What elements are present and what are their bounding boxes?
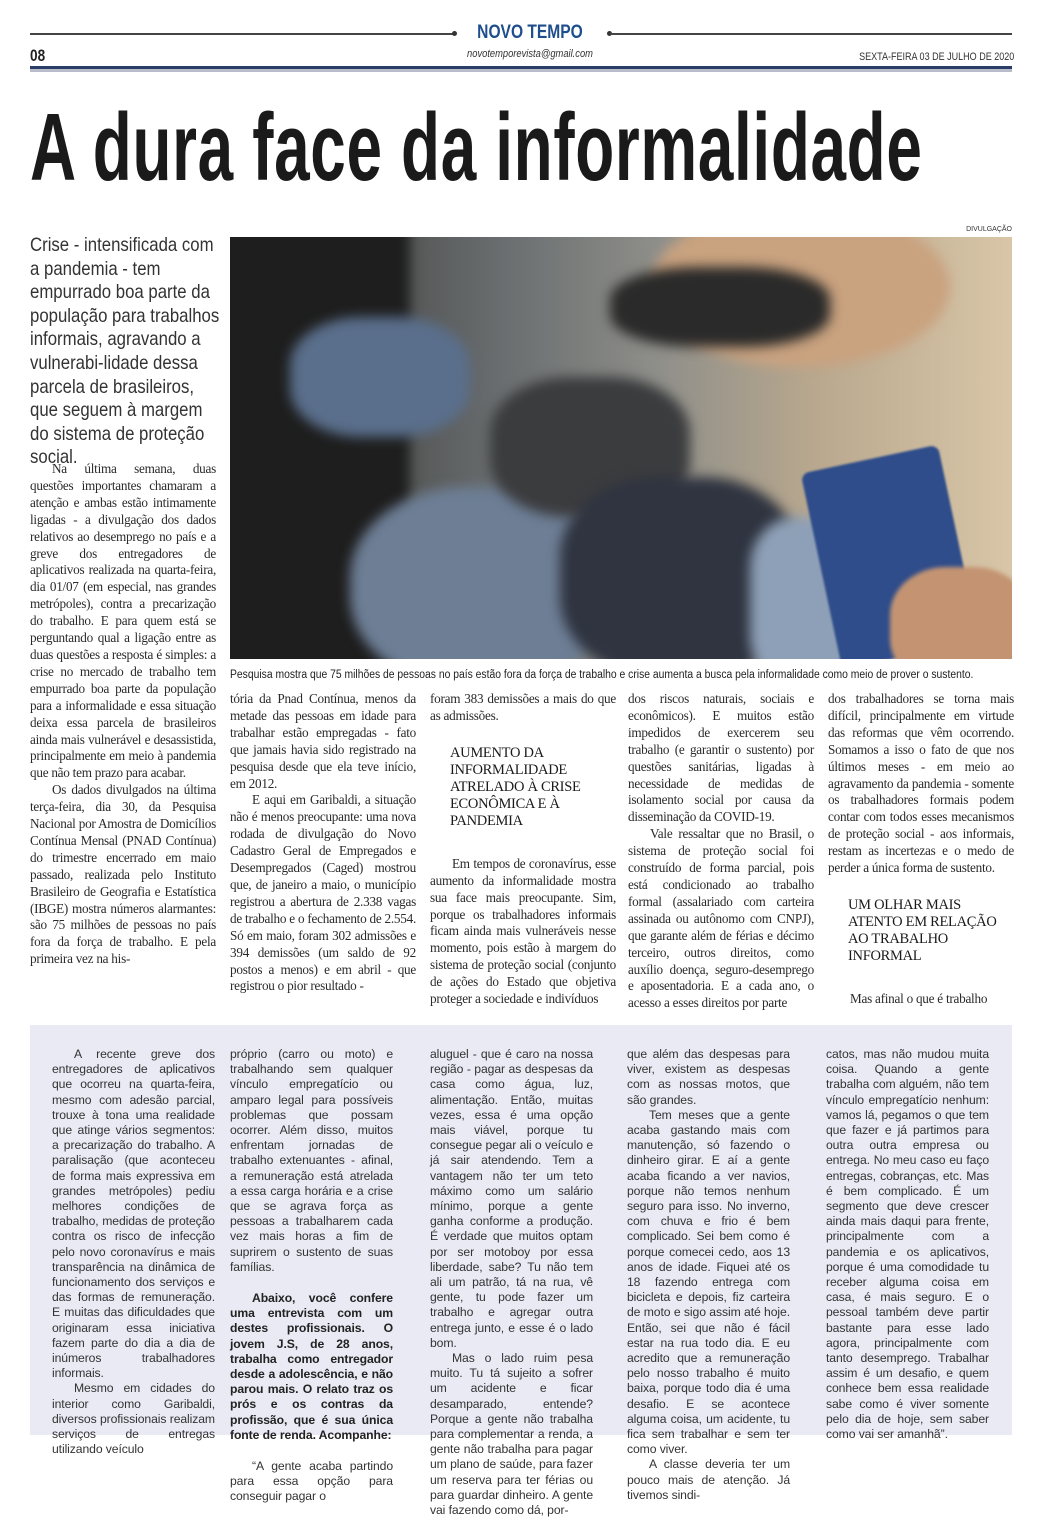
lead-paragraph: Crise - intensificada com a pandemia - tem empurrado boa parte da população para trabalhos informais, agravando a vulnerabi-lidade dessa parcela de brasileiros, que seguem à margem do sistema de proteção social.: [30, 234, 220, 469]
paragraph: Em tempos de coronavírus, esse aumento da informalidade mostra sua face mais preocupante. Sim, porque os trabalhadores informais ficam ainda mais vulneráveis nesse momento, pois estão à margem do sistema de proteção social (conjunto de ações do Estado que objetiva proteger a sociedade e indivíduos: [430, 855, 616, 1007]
header-dot: [452, 31, 457, 36]
paragraph: aluguel - que é caro na nossa região - pagar as despesas da casa como água, luz, alimentação. Então, muitas vezes, essa é uma opção mais viável, porque tu consegue pegar ali o veículo e já sair atendendo. Tem a vantagem não ter um teto máximo como um salário mínimo, porque a gente ganha conforme a produção. É verdade que muitos optam por ser motoboy por essa liberdade, sabe? Tu não tem ali um patrão, tá na rua, vê gente, tu pode fazer um trabalho e agregar outra entrega junto, e esse é o lado bom.: [430, 1047, 593, 1350]
header-divider-shadow: [30, 69, 1012, 72]
paragraph: Tem meses que a gente acaba gastando mais com manutenção, só fazendo o dinheiro girar. E aí a gente acaba ficando a ver navios, porque não temos nenhum seguro para isso. No inverno, com chuva e frio é bem complicado. Sei bem como é porque comecei cedo, aos 13 anos de idade. Fiquei até os 18 fazendo entrega com bicicleta e depois, fiz carteira de moto e sigo assim até hoje. Então, sei que não é fácil estar na rua todo dia. E eu acredito que a remuneração pelo nosso trabalho é muito baixa, porque todo dia é uma desafio. E se acontece alguma coisa, um acidente, tu fica sem trabalhar e sem ter como viver.: [627, 1107, 790, 1457]
contact-email: novotemporevista@gmail.com: [467, 48, 593, 60]
article-column-2: [230, 691, 416, 995]
photo-caption: Pesquisa mostra que 75 milhões de pessoas no país estão fora da força de trabalho e crise aumenta a busca pela informalidade como meio de prover o sustento.: [230, 669, 974, 681]
paragraph: A recente greve dos entregadores de aplicativos que ocorreu na quarta-feira, mesmo com adesão parcial, trouxe à tona uma realidade que atinge vários segmentos: a precarização do trabalho. A paralisação (que aconteceu de forma mais expressiva em grandes metrópoles) pediu melhores condições de trabalho, medidas de proteção contra os risco de infecção pelo novo coronavírus e mais transparência na dinâmica de funcionamento dos serviços e das formas de remuneração. E muitas das dificuldades que originaram essa iniciativa fazem parte do dia a dia de inúmeros trabalhadores informais.: [52, 1047, 215, 1381]
header-rule-left: [30, 33, 455, 35]
paragraph: dos riscos naturais, sociais e econômicos). E muitos estão impedidos de exercerem seu trabalho (e garantir o sustento) por questões sanitárias, ligadas à necessidade de medidas de isolamento social por causa da disseminação da COVID-19.: [628, 691, 814, 825]
subheading: AUMENTO DA INFORMALIDADE ATRELADO À CRISE ECONÔMICA E À PANDEMIA: [450, 744, 581, 829]
paragraph: Mas afinal o que é trabalho: [850, 990, 988, 1006]
headline: A dura face da informalidade: [30, 94, 923, 201]
box-column-4: [627, 1047, 790, 1503]
paragraph: Vale ressaltar que no Brasil, o sistema de proteção social foi construído de forma parcial, pois está condicionado ao trabalho formal (assalariado com carteira assinada ou autônomo com CNPJ), que garante além de férias e décimo terceiro, outros direitos, como auxílio doença, seguro-desemprego e aposentadoria. E a cada ano, o acesso a esses direitos por parte: [628, 826, 814, 1011]
interview-intro: Abaixo, você confere uma entrevista com um destes profissionais. O jovem J.S, de 28 anos, trabalha como entregador desde a adolescência, e não parou mais. O relato traz os prós e os contras da profissão, que é sua única fonte de renda. Acompanhe:: [230, 1291, 393, 1442]
paragraph: dos trabalhadores se torna mais difícil, principalmente em virtude das reformas que vêm ocorrendo. Somamos a isso o fato de que nos últimos meses - em meio ao agravamento da pandemia - somente os trabalhadores formais podem contar com todos esses mecanismos de proteção social - aos informais, restam as incertezas e o medo de perder a única forma de sustento.: [828, 691, 1014, 876]
box-column-5: [826, 1047, 989, 1442]
article-column-1: [30, 461, 216, 968]
paragraph: próprio (carro ou moto) e trabalhando sem qualquer vínculo empregatício ou amparo legal para possíveis problemas que possam ocorrer. Além disso, muitos enfrentam jornadas de trabalho extenuantes - afinal, a remuneração está atrelada a essa carga horária e a crise que se agrava força as pessoas a trabalharem cada vez mais horas a fim de suprirem o sustento de suas famílias.: [230, 1047, 393, 1274]
article-column-5: [828, 691, 1014, 1008]
paragraph: A classe deveria ter um pouco mais de atenção. Já tivemos sindi-: [627, 1457, 790, 1502]
issue-date: SEXTA-FEIRA 03 DE JULHO DE 2020: [858, 51, 1014, 63]
paragraph: Mas o lado ruim pesa muito. Tu tá sujeito a sofrer um acidente e ficar desamparado, entende? Porque a gente não trabalha para complementar a renda, a gente não trabalha para pagar um plano de saúde, para fazer um reserva para ter férias ou para guardar dinheiro. A gente vai fazendo como dá, por-: [430, 1351, 593, 1518]
article-column-4: [628, 691, 814, 1012]
paragraph: Os dados divulgados na última terça-feira, dia 30, da Pesquisa Nacional por Amostra de Domicílios Contínua Mensal (PNAD Contínua) do trimestre encerrado em maio passado, realizada pelo Instituto Brasileiro de Geografia e Estatística (IBGE) mostra números alarmantes: são 75 milhões de pessoas no país fora da força de trabalho. E pela primeira vez na his-: [30, 782, 216, 967]
paragraph: Na última semana, duas questões importantes chamaram a atenção e ambas estão intimamente ligadas - a divulgação dos dados relativos ao desemprego no país e a greve dos entregadores de aplicativos realizada na quarta-feira, dia 01/07 (em especial, nas grandes metrópoles), contra a precarização do trabalho. E para quem está se perguntando qual a ligação entre as duas questões a resposta é simples: a crise no mercado de trabalho tem empurrado boa parte da população para a informalidade e essa situação deixa essa parcela de brasileiros ainda mais vulnerável e desassistida, principalmente em meio à pandemia que não tem prazo para acabar.: [30, 461, 216, 781]
article-column-3: [430, 691, 616, 1008]
box-column-2: [230, 1047, 393, 1505]
paragraph: “A gente acaba partindo para essa opção para conseguir pagar o: [230, 1459, 393, 1504]
box-column-1: [52, 1047, 215, 1457]
interview-box: [30, 1025, 1012, 1518]
header-rule-right: [610, 33, 1012, 35]
photo-credit: DIVULGAÇÃO: [966, 226, 1012, 233]
box-column-3: [430, 1047, 593, 1518]
paragraph: Mesmo em cidades do interior como Garibaldi, diversos profissionais realizam serviços de entregas utilizando veículo: [52, 1381, 215, 1457]
publication-name: NOVO TEMPO: [477, 22, 583, 43]
paragraph: catos, mas não mudou muita coisa. Quando a gente trabalha com alguém, não tem vínculo empregatício nenhum: vamos lá, pegamos o que tem que fazer e já partimos para outra outra empresa ou entrega. No meu caso eu faço entregas, cobranças, etc. Mas é bem complicado. É um segmento que deve crescer ainda mais daqui para frente, principalmente com a pandemia e os aplicativos, porque é uma comodidade tu receber alguma coisa em casa, é mais seguro. E o pessoal também deve partir bastante para esse lado agora, principalmente com tanto desemprego. Trabalhar assim é um desafio, e quem conhece bem essa realidade sabe como é viver somente pelo dia de hoje, sem saber como vai ser amanhã”.: [826, 1047, 989, 1442]
paragraph: foram 383 demissões a mais do que as admissões.: [430, 691, 616, 723]
subheading: UM OLHAR MAIS ATENTO EM RELAÇÃO AO TRABALHO INFORMAL: [848, 896, 997, 964]
paragraph: tória da Pnad Contínua, menos da metade das pessoas em idade para trabalhar estão empregadas - fato que jamais havia sido registrado na pesquisa desde que ela teve início, em 2012.: [230, 691, 416, 791]
article-photo: [230, 237, 1012, 659]
paragraph: que além das despesas para viver, existem as despesas com as nossas motos, que são grandes.: [627, 1047, 790, 1107]
page-number: 08: [30, 46, 46, 65]
paragraph: E aqui em Garibaldi, a situação não é menos preocupante: uma nova rodada de divulgação do Novo Cadastro Geral de Empregados e Desempregados (Caged) mostrou que, de janeiro a maio, o município registrou a abertura de 2.338 vagas de trabalho e o fechamento de 2.554. Só em maio, foram 302 admissões e 394 demissões (um saldo de 92 postos a menos) e em abril - que registrou o pior resultado -: [230, 792, 416, 994]
